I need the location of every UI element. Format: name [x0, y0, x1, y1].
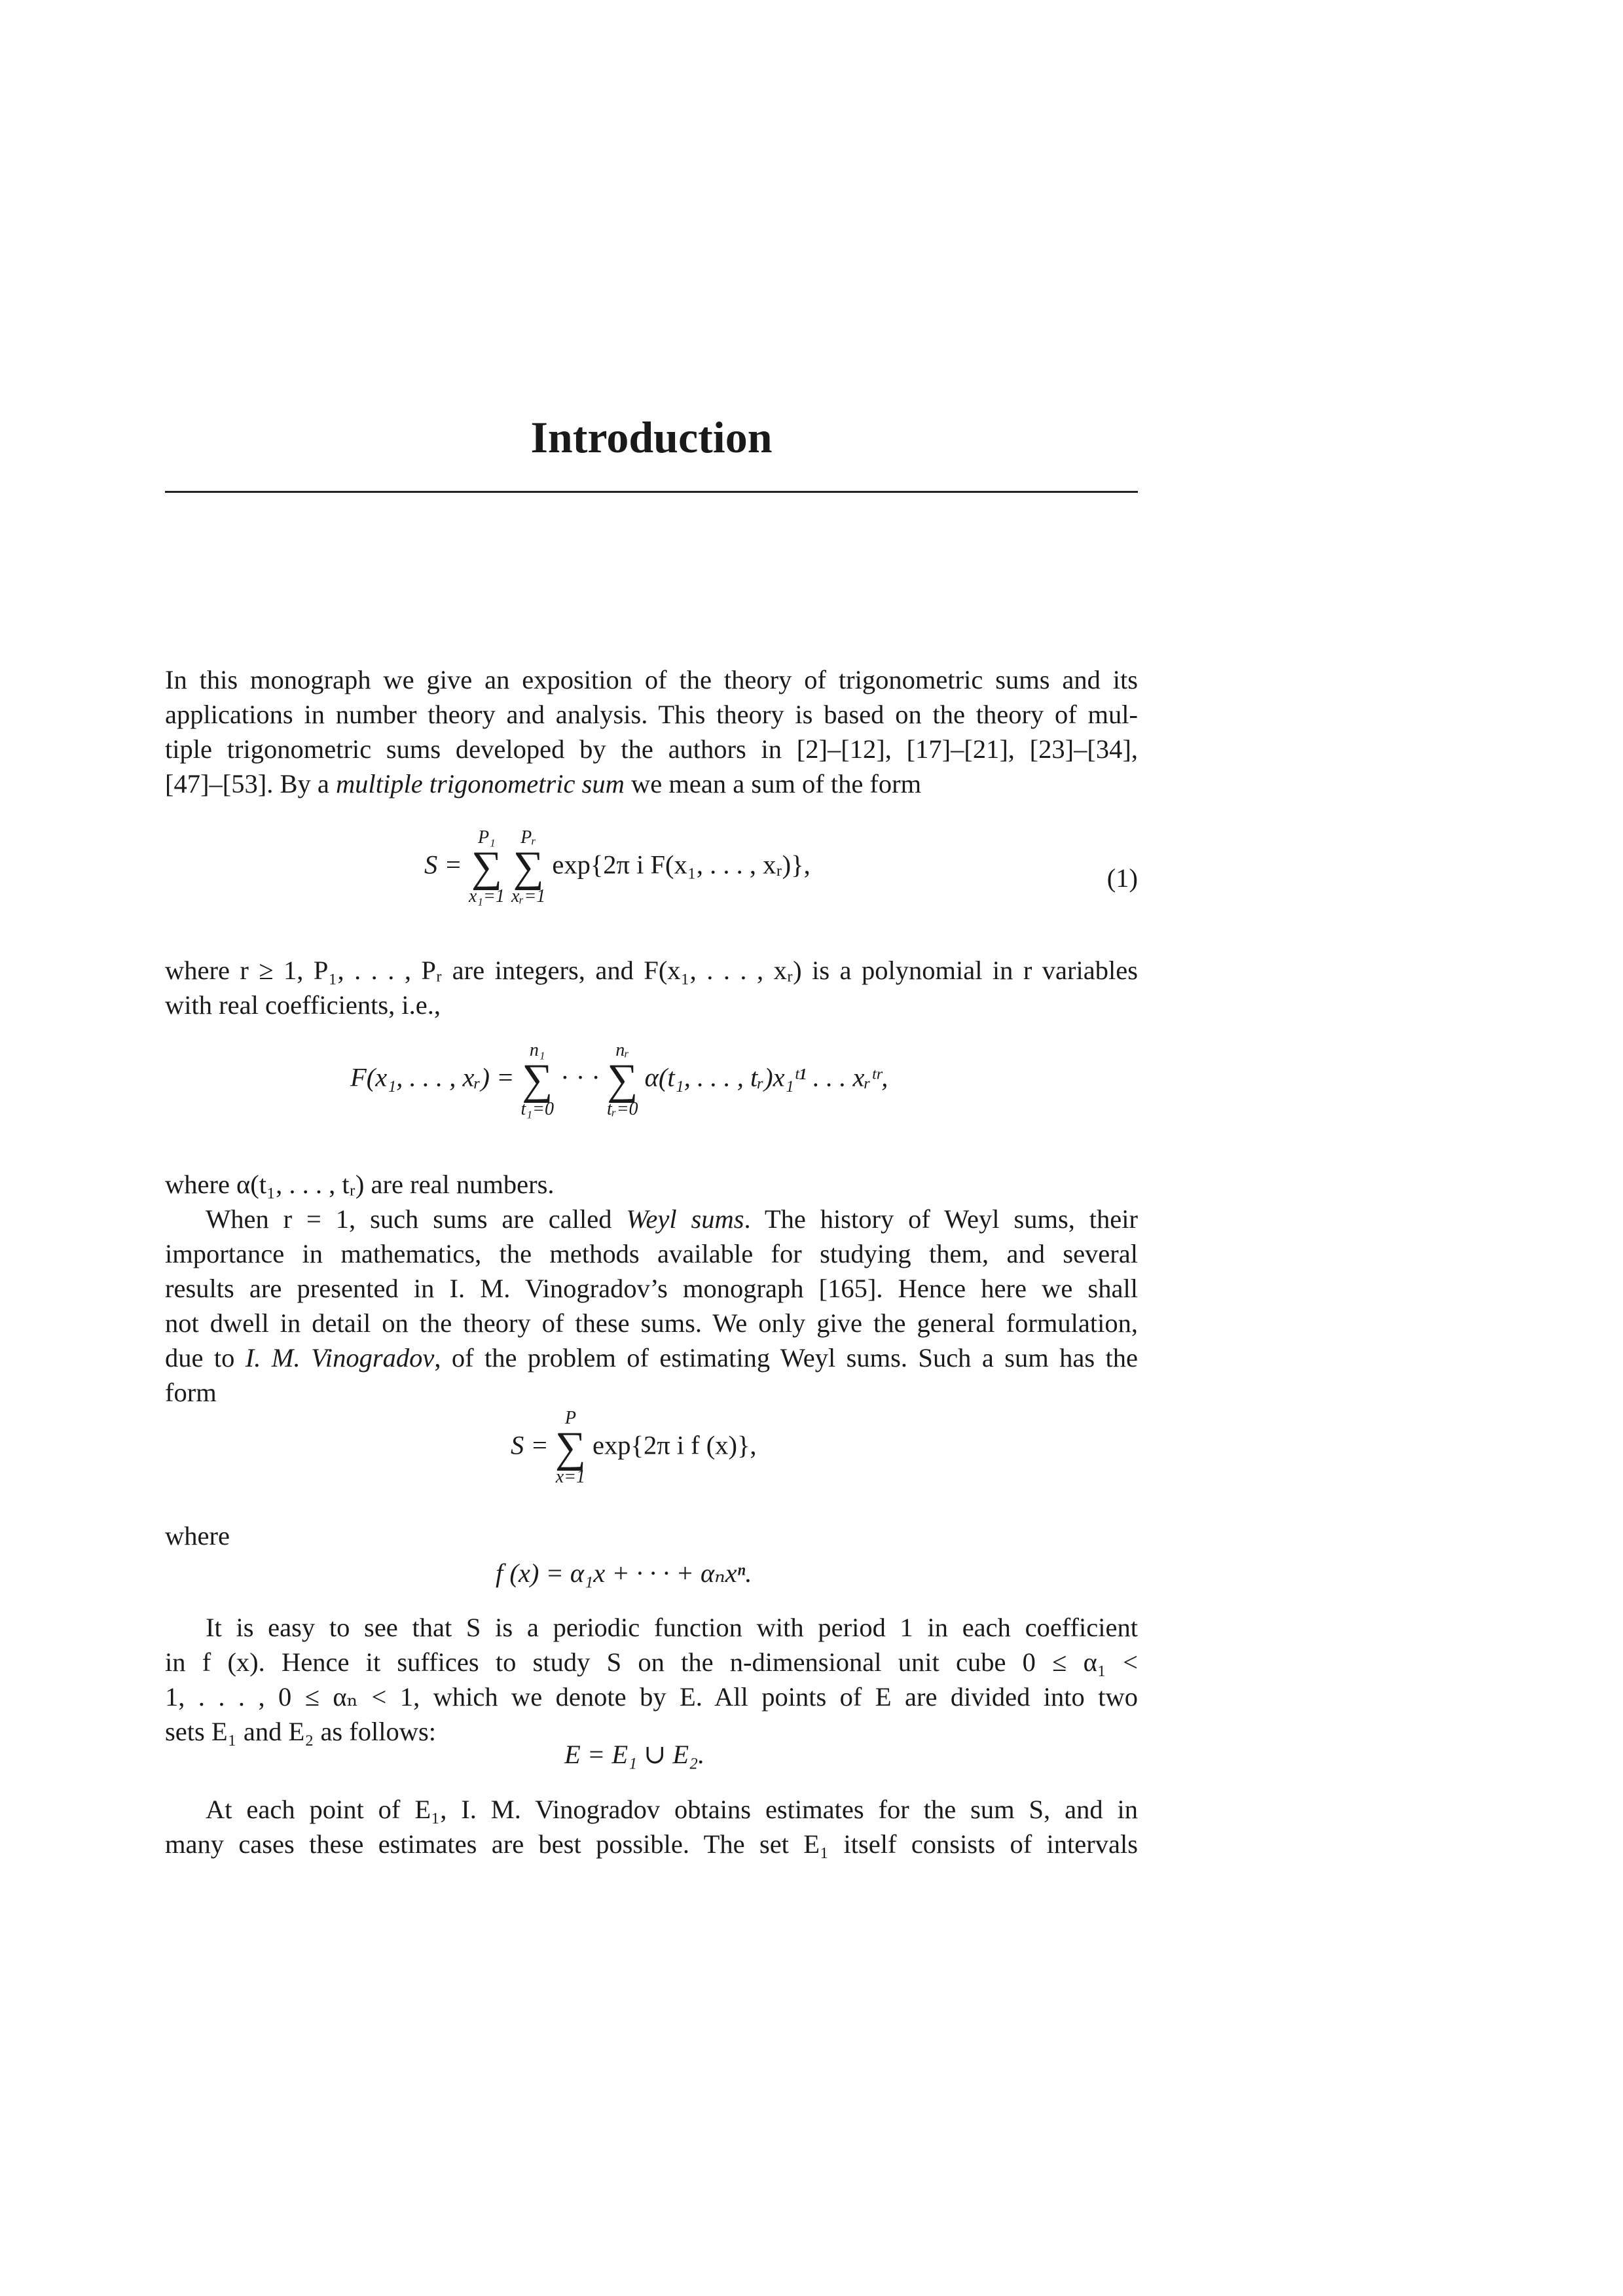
- text-line: In this monograph we give an exposition of the theory of trigonometric sums and its: [165, 665, 1138, 694]
- sum-upper-limit: P: [564, 1408, 576, 1428]
- sigma-glyph: ∑: [471, 843, 502, 891]
- text-line: tiple trigonometric sums developed by the authors in [2]–[12], [17]–[21], [23]–[34],: [165, 734, 1138, 764]
- equation-dots: · · ·: [560, 1062, 600, 1092]
- text-line: [165, 766, 1138, 801]
- summation-symbol: [607, 1041, 638, 1119]
- sigma-glyph: ∑: [513, 843, 544, 891]
- sum-lower-limit: t₁=0: [520, 1099, 554, 1119]
- text-line: form: [165, 1378, 217, 1407]
- sigma-glyph: ∑: [522, 1056, 553, 1103]
- equation-lhs: S =: [511, 1430, 549, 1460]
- paragraph-where: [165, 953, 1138, 1022]
- text-line: [165, 1340, 1138, 1375]
- text-line: results are presented in I. M. Vinogradov’s monograph [165]. Hence here we shall: [165, 1274, 1138, 1303]
- sum-upper-limit: nᵣ: [615, 1040, 630, 1060]
- summation-symbol: [469, 828, 505, 906]
- equation-weyl-sum: [511, 1408, 757, 1487]
- sigma-glyph: ∑: [607, 1056, 638, 1103]
- text-fragment: , of the problem of estimating Weyl sums. Such a sum has the: [434, 1343, 1139, 1372]
- text-line: importance in mathematics, the methods available for studying them, and several: [165, 1239, 1138, 1268]
- text-line: where α(t₁, . . . , tᵣ) are real numbers.: [165, 1170, 555, 1199]
- equation-lhs: S =: [424, 850, 462, 880]
- title-rule: [165, 491, 1138, 493]
- equation-polynomial-f: f (x) = α₁x + · · · + αₙxⁿ.: [496, 1558, 752, 1588]
- summation-symbol: [511, 828, 545, 906]
- text-line: applications in number theory and analysis. This theory is based on the theory of mul-: [165, 700, 1138, 729]
- chapter-title: Introduction: [530, 412, 773, 462]
- equation-set-union: E = E₁ ∪ E₂.: [564, 1740, 705, 1769]
- sum-upper-limit: P₁: [477, 827, 496, 848]
- summation-symbol: [555, 1408, 586, 1487]
- emphasis-term: Weyl sums: [626, 1204, 744, 1234]
- equation-polynomial: [350, 1041, 888, 1119]
- text-fragment: [47]–[53]. By a: [165, 769, 336, 798]
- paragraph-periodic: [165, 1610, 1138, 1749]
- emphasis-term: multiple trigonometric sum: [335, 769, 625, 798]
- text-line: in f (x). Hence it suffices to study S on the n-dimensional unit cube 0 ≤ α₁ <: [165, 1647, 1138, 1677]
- equation-multiple-sum: [424, 828, 811, 906]
- text-line: where r ≥ 1, P₁, . . . , Pᵣ are integers, and F(x₁, . . . , xᵣ) is a polynomial in r variables: [165, 956, 1138, 985]
- equation-number: (1): [1106, 863, 1138, 893]
- sum-upper-limit: Pᵣ: [520, 827, 537, 848]
- sum-lower-limit: x₁=1: [468, 886, 505, 906]
- text-line: not dwell in detail on the theory of these sums. We only give the general formulation,: [165, 1308, 1138, 1338]
- equation-body: exp{2π i f (x)},: [593, 1430, 757, 1460]
- text-fragment: due to: [165, 1343, 246, 1372]
- text-line: At each point of E₁, I. M. Vinogradov obtains estimates for the sum S, and in: [206, 1795, 1138, 1824]
- text-line: [165, 1202, 1138, 1236]
- text-line: 1, . . . , 0 ≤ αₙ < 1, which we denote by E. All points of E are divided into two: [165, 1682, 1138, 1712]
- paragraph-weyl: [165, 1167, 1138, 1410]
- text-line: with real coefficients, i.e.,: [165, 990, 441, 1020]
- sum-lower-limit: x=1: [555, 1467, 586, 1487]
- emphasis-name: I. M. Vinogradov: [245, 1343, 435, 1372]
- text-line: sets E₁ and E₂ as follows:: [165, 1717, 437, 1746]
- equation-body: α(t₁, . . . , tᵣ)x₁ᵗ¹ . . . xᵣᵗʳ,: [644, 1062, 888, 1092]
- equation-lhs: F(x₁, . . . , xᵣ) =: [350, 1062, 515, 1092]
- sigma-glyph: ∑: [555, 1424, 586, 1471]
- sum-lower-limit: tᵣ=0: [606, 1099, 638, 1119]
- paragraph-intro: [165, 662, 1138, 801]
- text-line: It is easy to see that S is a periodic function with period 1 in each coefficient: [206, 1613, 1138, 1642]
- text-fragment: we mean a sum of the form: [624, 769, 922, 798]
- text-fragment: . The history of Weyl sums, their: [744, 1204, 1138, 1234]
- paragraph-estimates: [165, 1792, 1138, 1861]
- where-label: where: [165, 1521, 230, 1551]
- summation-symbol: [521, 1041, 554, 1119]
- sum-upper-limit: n₁: [529, 1040, 545, 1060]
- text-fragment: When r = 1, such sums are called: [206, 1204, 627, 1234]
- sum-lower-limit: xᵣ=1: [511, 886, 546, 906]
- text-line: many cases these estimates are best possible. The set E₁ itself consists of intervals: [165, 1829, 1138, 1859]
- equation-body: exp{2π i F(x₁, . . . , xᵣ)},: [552, 850, 811, 880]
